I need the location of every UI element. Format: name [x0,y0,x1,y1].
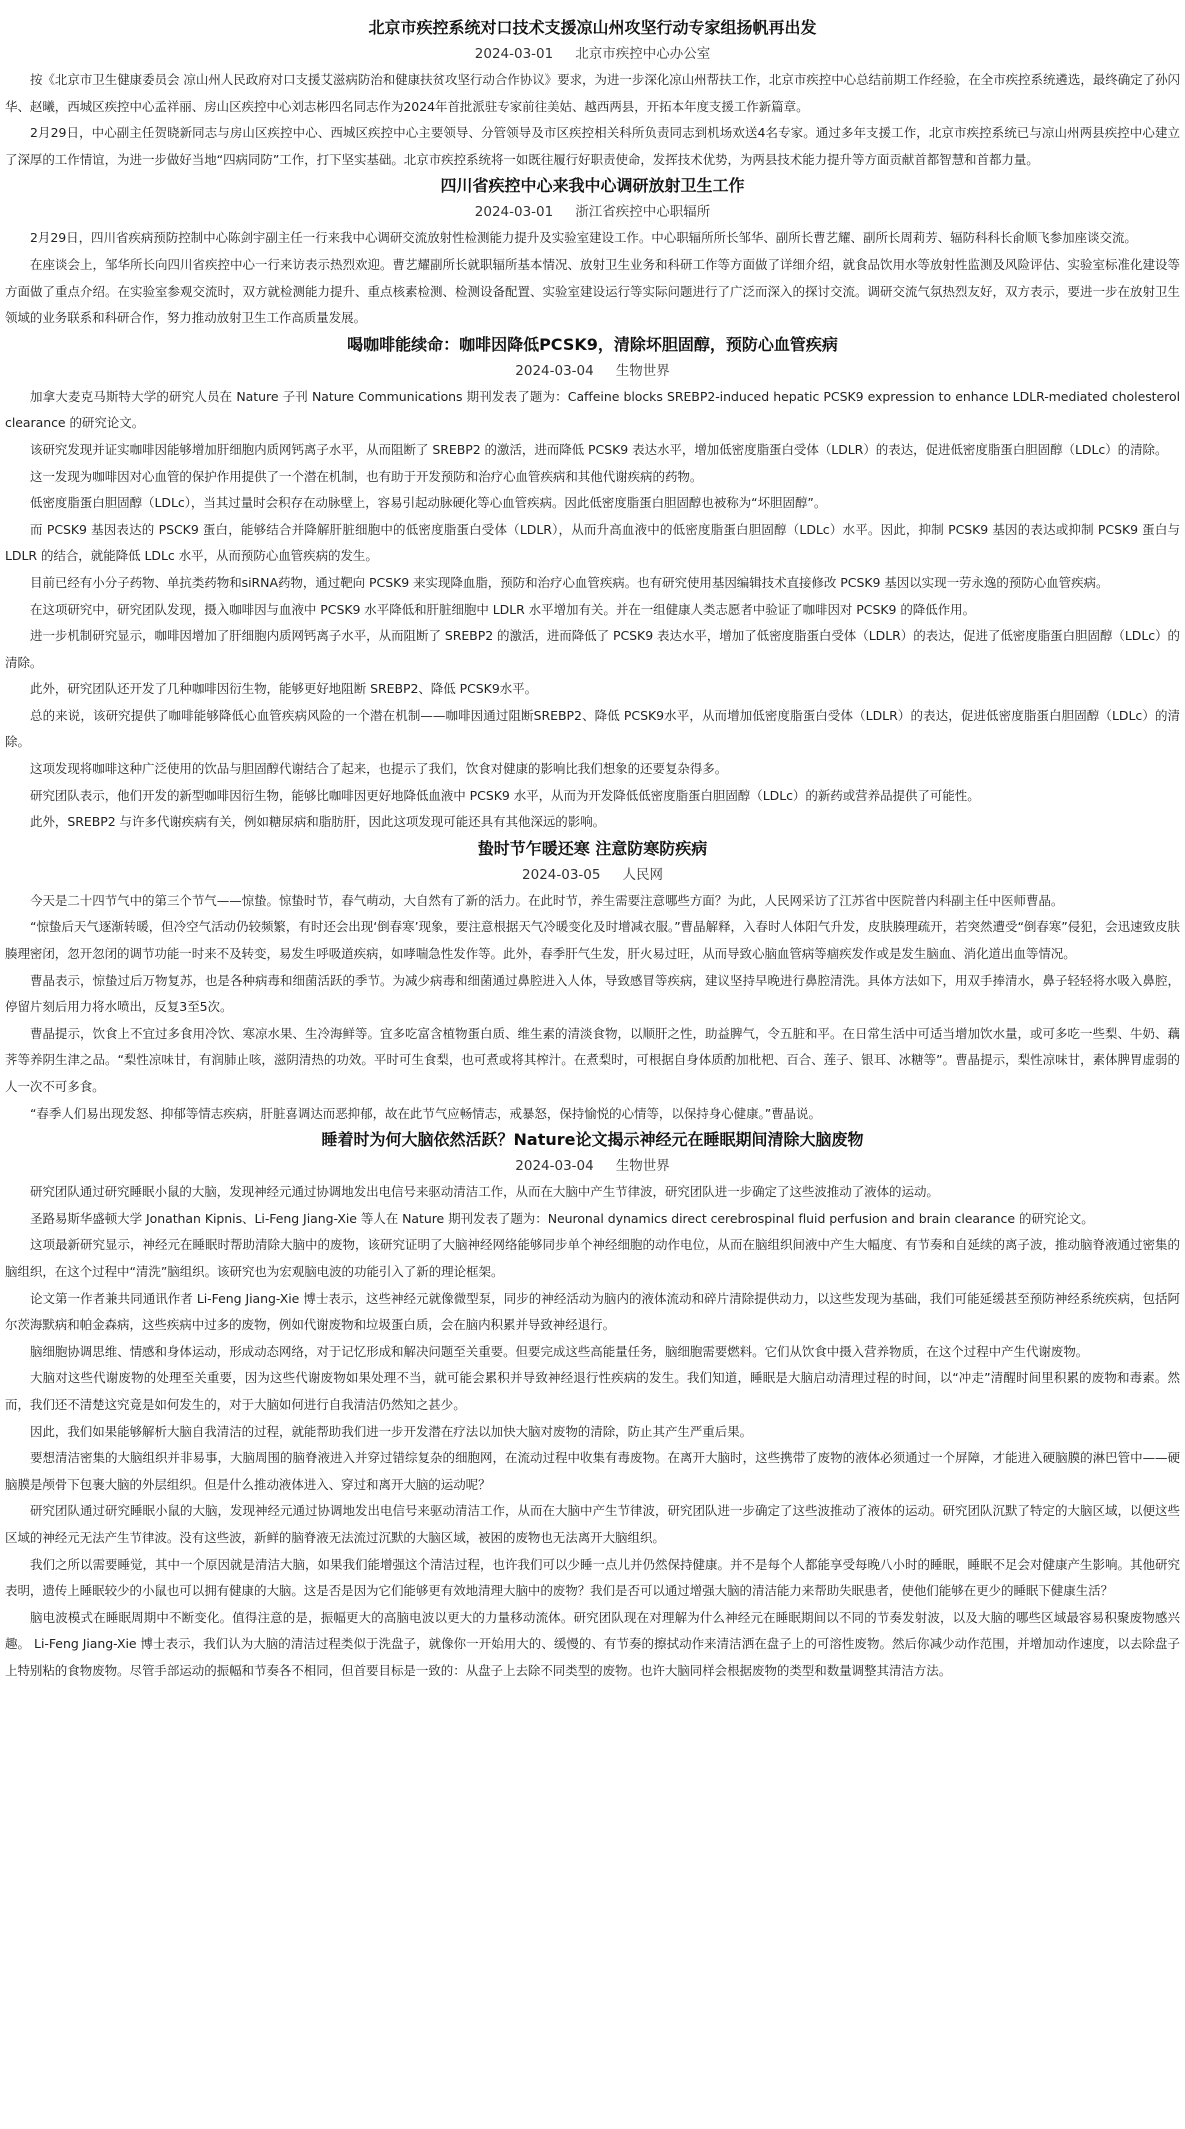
news-article [5,15,1180,173]
article-paragraph: 因此，我们如果能够解析大脑自我清洁的过程，就能帮助我们进一步开发潜在疗法以加快大脑对废物的清除，防止其产生严重后果。 [30,1423,753,1439]
article-meta [5,358,1180,384]
article-title: 喝咖啡能续命：咖啡因降低PCSK9，清除坏胆固醇，预防心血管疾病 [347,334,838,354]
article-paragraph: 大脑对这些代谢废物的处理至关重要，因为这些代谢废物如果处理不当，就可能会累积并导致神经退行性疾病的发生。我们知道，睡眠是大脑启动清理过程的时间，以“冲走”清醒时间里积累的废物和毒素。然而，我们还不清楚这究竟是如何发生的，对于大脑如何进行自我清洁仍然知之甚少。 [5,1370,1180,1412]
article-paragraph: 我们之所以需要睡觉，其中一个原因就是清洁大脑，如果我们能增强这个清洁过程，也许我们可以少睡一点儿并仍然保持健康。并不是每个人都能享受每晚八小时的睡眠，睡眠不足会对健康产生影响。其他研究表明，遗传上睡眠较少的小鼠也可以拥有健康的大脑。这是否是因为它们能够更有效地清理大脑中的废物？我们是否可以通过增强大脑的清洁能力来帮助失眠患者，使他们能够在更少的睡眠下健康生活？ [5,1556,1180,1599]
article-date: 2024-03-04 [515,362,594,379]
news-article [5,836,1180,1127]
article-paragraph: 圣路易斯华盛顿大学 Jonathan Kipnis、Li-Feng Jiang-Xie 等人在 Nature 期刊发表了题为：Neuronal dynamics direct cerebrospinal fluid perfusion and brain clearance 的研究论文。 [30,1210,1094,1226]
article-paragraph: 该研究发现并证实咖啡因能够增加肝细胞内质网钙离子水平，从而阻断了 SREBP2 的激活，进而降低 PCSK9 表达水平，增加低密度脂蛋白受体（LDLR）的表达，促进低密度脂蛋白胆固醇（LDLc）的清除。 [30,441,1168,457]
news-article [5,1127,1180,1684]
article-paragraph: 研究团队表示，他们开发的新型咖啡因衍生物，能够比咖啡因更好地降低血液中 PCSK9 水平，从而为开发降低低密度脂蛋白胆固醇（LDLc）的新药或营养品提供了可能性。 [30,787,980,803]
article-meta [5,199,1180,225]
article-paragraph: 2月29日，中心副主任贺晓新同志与房山区疾控中心、西城区疾控中心主要领导、分管领导及市区疾控相关科所负责同志到机场欢送4名专家。通过多年支援工作，北京市疾控系统已与凉山州两县疾控中心建立了深厚的工作情谊，为进一步做好当地“四病同防”工作，打下坚实基础。北京市疾控系统将一如既往履行好职责使命，发挥技术优势，为两县技术能力提升等方面贡献首都智慧和首都力量。 [5,125,1180,167]
article-paragraph: 低密度脂蛋白胆固醇（LDLc），当其过量时会积存在动脉壁上，容易引起动脉硬化等心血管疾病。因此低密度脂蛋白胆固醇也被称为“坏胆固醇”。 [30,495,827,511]
article-source: 生物世界 [615,362,670,379]
article-paragraph: 曹晶表示，惊蛰过后万物复苏，也是各种病毒和细菌活跃的季节。为减少病毒和细菌通过鼻腔进入人体，导致感冒等疾病，建议坚持早晚进行鼻腔清洗。具体方法如下，用双手捧清水，鼻子轻轻将水吸入鼻腔，停留片刻后用力将水喷出，反复3至5次。 [5,972,1180,1015]
article-title: 睡着时为何大脑依然活跃？Nature论文揭示神经元在睡眠期间清除大脑废物 [321,1130,864,1150]
article-paragraph: 此外，研究团队还开发了几种咖啡因衍生物，能够更好地阻断 SREBP2、降低 PCSK9水平。 [30,681,538,697]
article-title: 四川省疾控中心来我中心调研放射卫生工作 [440,176,745,196]
article-meta [5,1153,1180,1179]
article-source: 人民网 [622,866,663,883]
article-meta [5,862,1180,888]
article-paragraph: 脑电波模式在睡眠周期中不断变化。值得注意的是，振幅更大的高脑电波以更大的力量移动流体。研究团队现在对理解为什么神经元在睡眠期间以不同的节奏发射波，以及大脑的哪些区域最容易积聚废物感兴趣。 Li-Feng Jiang-Xie 博士表示，我们认为大脑的清洁过程类似于洗盘子，就像你一开始用大的、缓慢的、有节奏的擦拭动作来清洁洒在盘子上的可溶性废物。然后你减少动作范围，并增加动作速度，以去除盘子上特别粘的食物废物。尽管手部运动的振幅和节奏各不相同，但首要目标是一致的：从盘子上去除不同类型的废物。也许大脑同样会根据废物的类型和数量调整其清洁方法。 [5,1609,1180,1678]
article-date: 2024-03-04 [515,1158,594,1175]
article-paragraph: 而 PCSK9 基因表达的 PSCK9 蛋白，能够结合并降解肝脏细胞中的低密度脂蛋白受体（LDLR），从而升高血液中的低密度脂蛋白胆固醇（LDLc）水平。因此，抑制 PCSK9 基因的表达或抑制 PCSK9 蛋白与 LDLR 的结合，就能降低 LDLc 水平，从而预防心血管疾病的发生。 [5,521,1180,564]
article-paragraph: “春季人们易出现发怒、抑郁等情志疾病，肝脏喜调达而恶抑郁，故在此节气应畅情志，戒暴怒，保持愉悦的心情等，以保持身心健康。”曹晶说。 [30,1105,821,1121]
article-paragraph: 这项最新研究显示，神经元在睡眠时帮助清除大脑中的废物，该研究证明了大脑神经网络能够同步单个神经细胞的动作电位，从而在脑组织间液中产生大幅度、有节奏和自延续的离子波，推动脑脊液通过密集的脑组织，在这个过程中“清洗”脑组织。该研究也为宏观脑电波的功能引入了新的理论框架。 [5,1237,1180,1279]
news-article [5,332,1180,836]
article-paragraph: 按《北京市卫生健康委员会 凉山州人民政府对口支援艾滋病防治和健康扶贫攻坚行动合作协议》要求，为进一步深化凉山州帮扶工作，北京市疾控中心总结前期工作经验，在全市疾控系统遴选，最终确定了孙闪华、赵曦，西城区疾控中心孟祥丽、房山区疾控中心刘志彬四名同志作为2024年首批派驻专家前往美姑、越西两县，开拓本年度支援工作新篇章。 [5,72,1180,114]
article-source: 生物世界 [615,1158,670,1175]
article-paragraph: 这一发现为咖啡因对心血管的保护作用提供了一个潜在机制，也有助于开发预防和治疗心血管疾病和其他代谢疾病的药物。 [30,468,703,484]
article-paragraph: 加拿大麦克马斯特大学的研究人员在 Nature 子刊 Nature Communications 期刊发表了题为：Caffeine blocks SREBP2-induced hepatic PCSK9 expression to enhance LDLR-mediated cholesterol clearance 的研究论文。 [5,388,1180,431]
article-paragraph: 2月29日，四川省疾病预防控制中心陈剑宇副主任一行来我中心调研交流放射性检测能力提升及实验室建设工作。中心职辐所所长邹华、副所长曹艺耀、副所长周莉芳、辐防科科长俞顺飞参加座谈交流。 [30,230,1137,246]
article-paragraph: 进一步机制研究显示，咖啡因增加了肝细胞内质网钙离子水平，从而阻断了 SREBP2 的激活，进而降低了 PCSK9 表达水平，增加了低密度脂蛋白受体（LDLR）的表达，促进了低密度脂蛋白胆固醇（LDLc）的清除。 [5,628,1180,670]
article-paragraph: 在座谈会上，邹华所长向四川省疾控中心一行来访表示热烈欢迎。曹艺耀副所长就职辐所基本情况、放射卫生业务和科研工作等方面做了详细介绍，就食品饮用水等放射性监测及风险评估、实验室标准化建设等方面做了重点介绍。在实验室参观交流时，双方就检测能力提升、重点核素检测、检测设备配置、实验室建设运行等实际问题进行了广泛而深入的探讨交流。调研交流气氛热烈友好，双方表示，要进一步在放射卫生领域的业务联系和科研合作，努力推动放射卫生工作高质量发展。 [5,256,1180,326]
article-paragraph: 曹晶提示，饮食上不宜过多食用冷饮、寒凉水果、生冷海鲜等。宜多吃富含植物蛋白质、维生素的清淡食物，以顺肝之性，助益脾气，令五脏和平。在日常生活中可适当增加饮水量，或可多吃一些梨、牛奶、藕荠等养阴生津之品。“梨性凉味甘，有润肺止咳，滋阴清热的功效。平时可生食梨，也可煮或将其榨汁。在煮梨时，可根据自身体质酌加枇杷、百合、莲子、银耳、冰糖等”。曹晶提示，梨性凉味甘，素体脾胃虚弱的人一次不可多食。 [5,1025,1180,1094]
article-paragraph: 脑细胞协调思维、情感和身体运动，形成动态网络，对于记忆形成和解决问题至关重要。但要完成这些高能量任务，脑细胞需要燃料。它们从饮食中摄入营养物质，在这个过程中产生代谢废物。 [30,1343,1089,1359]
article-date: 2024-03-05 [522,866,601,883]
article-paragraph: 要想清洁密集的大脑组织并非易事，大脑周围的脑脊液进入并穿过错综复杂的细胞网，在流动过程中收集有毒废物。在离开大脑时，这些携带了废物的液体必须通过一个屏障，才能进入硬脑膜的淋巴管中——硬脑膜是颅骨下包裹大脑的外层组织。但是什么推动液体进入、穿过和离开大脑的运动呢？ [5,1450,1180,1492]
news-article [5,173,1180,331]
article-title: 北京市疾控系统对口技术支援凉山州攻坚行动专家组扬帆再出发 [368,18,817,37]
article-date: 2024-03-01 [474,46,554,62]
article-paragraph: 这项发现将咖啡这种广泛使用的饮品与胆固醇代谢结合了起来，也提示了我们，饮食对健康的影响比我们想象的还要复杂得多。 [30,761,728,777]
article-source: 北京市疾控中心办公室 [575,46,711,62]
article-paragraph: “惊蛰后天气逐渐转暖，但冷空气活动仍较频繁，有时还会出现‘倒春寒’现象，要注意根据天气冷暖变化及时增减衣服。”曹晶解释，入春时人体阳气升发，皮肤腠理疏开，若突然遭受“倒春寒”侵犯，会迅速致皮肤腠理密闭，忽开忽闭的调节功能一时来不及转变，易发生呼吸道疾病，如哮喘急性发作等。此外，春季肝气生发，肝火易过旺，从而导致心脑血管病等痼疾发作或是发生脑血、消化道出血等情况。 [5,919,1180,962]
article-meta [5,41,1180,67]
article-paragraph: 今天是二十四节气中的第三个节气——惊蛰。惊蛰时节，春气萌动，大自然有了新的活力。在此时节，养生需要注意哪些方面？为此，人民网采访了江苏省中医院普内科副主任中医师曹晶。 [30,892,1064,908]
article-source: 浙江省疾控中心职辐所 [575,204,711,221]
article-title: 蛰时节乍暖还寒 注意防寒防疾病 [477,838,708,858]
article-paragraph: 此外，SREBP2 与许多代谢疾病有关，例如糖尿病和脂肪肝，因此这项发现可能还具有其他深远的影响。 [30,814,606,830]
article-paragraph: 目前已经有小分子药物、单抗类药物和siRNA药物，通过靶向 PCSK9 来实现降血脂，预防和治疗心血管疾病。也有研究使用基因编辑技术直接修改 PCSK9 基因以实现一劳永逸的预防心血管疾病。 [30,574,1109,590]
article-paragraph: 论文第一作者兼共同通讯作者 Li-Feng Jiang-Xie 博士表示，这些神经元就像微型泵，同步的神经活动为脑内的液体流动和碎片清除提供动力，以这些发现为基础，我们可能延缓甚至预防神经系统疾病，包括阿尔茨海默病和帕金森病，这些疾病中过多的废物，例如代谢废物和垃圾蛋白质，会在脑内积累并导致神经退行。 [5,1290,1180,1333]
article-paragraph: 总的来说，该研究提供了咖啡能够降低心血管疾病风险的一个潜在机制——咖啡因通过阻断SREBP2、降低 PCSK9水平，从而增加低密度脂蛋白受体（LDLR）的表达，促进低密度脂蛋白胆固醇（LDLc）的清除。 [5,707,1180,750]
article-paragraph: 研究团队通过研究睡眠小鼠的大脑，发现神经元通过协调地发出电信号来驱动清洁工作，从而在大脑中产生节律波，研究团队进一步确定了这些波推动了液体的运动。 [30,1184,939,1200]
article-date: 2024-03-01 [474,204,554,221]
article-paragraph: 研究团队通过研究睡眠小鼠的大脑，发现神经元通过协调地发出电信号来驱动清洁工作，从而在大脑中产生节律波，研究团队进一步确定了这些波推动了液体的运动。研究团队沉默了特定的大脑区域，以便这些区域的神经元无法产生节律波。没有这些波，新鲜的脑脊液无法流过沉默的大脑区域，被困的废物也无法离开大脑组织。 [5,1503,1180,1545]
article-paragraph: 在这项研究中，研究团队发现，摄入咖啡因与血液中 PCSK9 水平降低和肝脏细胞中 LDLR 水平增加有关。并在一组健康人类志愿者中验证了咖啡因对 PCSK9 的降低作用。 [30,601,976,617]
